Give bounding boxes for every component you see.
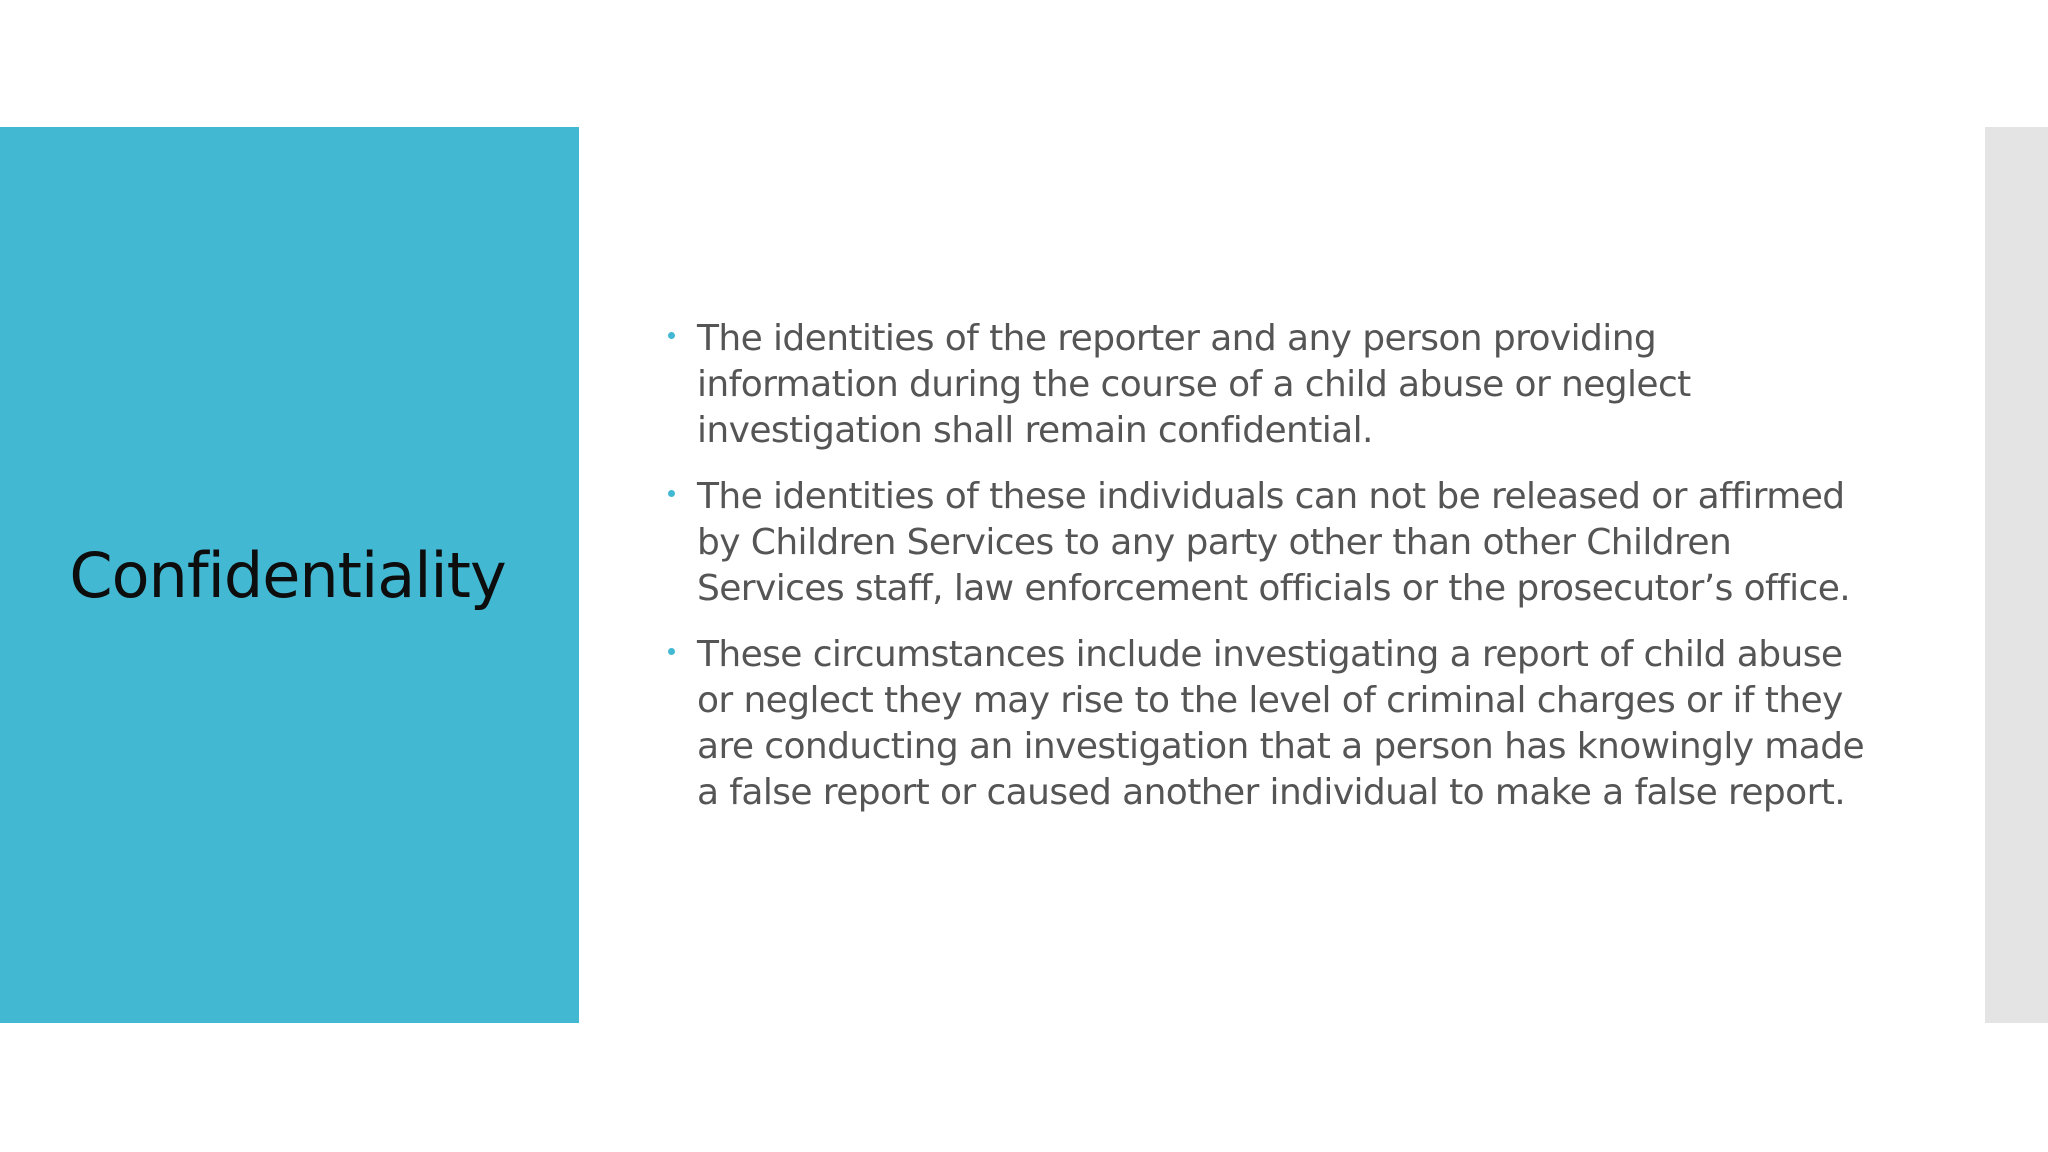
bullet-dot-icon: [668, 332, 675, 339]
bullet-line: a false report or caused another individual to make a false report.: [697, 772, 1846, 813]
bullet-dot-icon: [668, 648, 675, 655]
slide-title: Confidentiality: [69, 538, 506, 612]
bullet-line: The identities of the reporter and any person providing: [697, 318, 1657, 359]
bullet-line: or neglect they may rise to the level of criminal charges or if they: [697, 680, 1843, 721]
title-panel: [0, 127, 579, 1023]
bullet-item: [662, 474, 1862, 612]
bullet-text: [697, 316, 1862, 454]
bullet-dot-icon: [668, 490, 675, 497]
bullet-line: Services staff, law enforcement officials or the prosecutor’s office.: [697, 568, 1851, 609]
side-accent-bar: [1985, 127, 2048, 1023]
bullet-line: by Children Services to any party other than other Children: [697, 522, 1732, 563]
bullet-text: [697, 474, 1862, 612]
bullet-list: [662, 316, 1865, 836]
bullet-line: investigation shall remain confidential.: [697, 410, 1373, 451]
bullet-item: [662, 316, 1862, 454]
bullet-line: These circumstances include investigating a report of child abuse: [697, 634, 1843, 675]
bullet-line: are conducting an investigation that a person has knowingly made: [697, 726, 1865, 767]
bullet-text: [697, 632, 1865, 816]
bullet-line: The identities of these individuals can not be released or affirmed: [697, 476, 1845, 517]
bullet-item: [662, 632, 1865, 816]
bullet-line: information during the course of a child abuse or neglect: [697, 364, 1691, 405]
